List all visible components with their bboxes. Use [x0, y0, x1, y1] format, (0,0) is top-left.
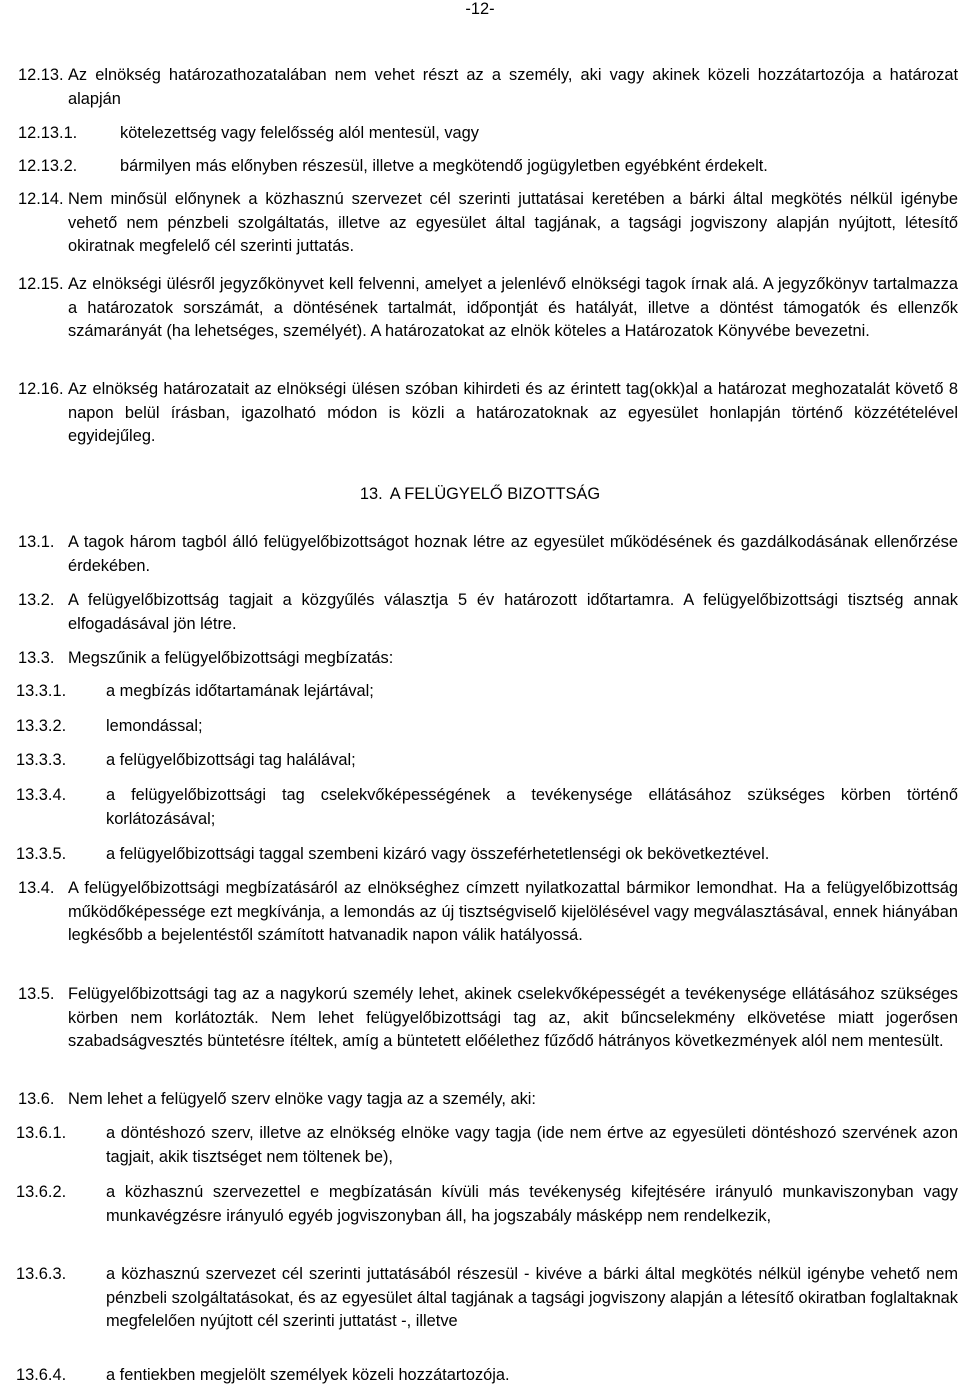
clause-number: 13.3.5. [16, 845, 67, 863]
clause-number: 12.15. [18, 275, 64, 293]
clause-number: 13.3.1. [16, 682, 67, 700]
clause-13-6-3 [16, 1263, 958, 1334]
clause-12-13 [18, 64, 958, 111]
clause-13-3-2 [16, 715, 958, 739]
clause-number: 12.13.1. [18, 124, 78, 142]
clause-text: a felügyelőbizottsági tag cselekvőképességének a tevékenysége ellátásához szükséges körben történő korlátozásával; [106, 786, 958, 828]
clause-text: Felügyelőbizottsági tag az a nagykorú személy lehet, akinek cselekvőképességét a tevékenysége ellátásához szükséges körben nem korlátozták. Nem lehet felügyelőbizottsági tag az, akit bűncselekmény elkövetése miatt jogerősen szabadságvesztés büntetésre ítéltek, amíg a büntetett előélethez fűződő hátrányos következmények alól nem mentesült. [68, 985, 958, 1051]
clause-text: bármilyen más előnyben részesül, illetve a megkötendő jogügyletben egyébként érdekelt. [120, 157, 768, 175]
clause-13-3-4 [16, 784, 958, 831]
section-heading [0, 483, 960, 507]
clause-13-6-1 [16, 1122, 958, 1169]
clause-number: 13.1. [18, 533, 55, 551]
clause-number: 13.3.2. [16, 717, 67, 735]
clause-13-4 [18, 877, 958, 948]
clause-number: 13.6. [18, 1090, 55, 1108]
clause-text: A felügyelőbizottság tagjait a közgyűlés választja 5 év határozott időtartamra. A felügyelőbizottsági tisztség annak elfogadásával jön létre. [68, 591, 958, 633]
clause-number: 13.3. [18, 649, 55, 667]
clause-text: Az elnökségi ülésről jegyzőkönyvet kell felvenni, amelyet a jelenlévő elnökségi tagok írnak alá. A jegyzőkönyv tartalmazza a határozatok sorszámát, a döntésének tartalmát, időpontját és hatályát, illetve a döntést támogatók és ellenzők számarányát (ha lehetséges, személyét). A határozatokat az elnök köteles a Határozatok Könyvébe bevezetni. [68, 275, 958, 341]
clause-number: 13.5. [18, 985, 55, 1003]
clause-number: 13.6.3. [16, 1265, 67, 1283]
clause-13-1 [18, 531, 958, 578]
clause-text: lemondással; [106, 717, 203, 735]
clause-13-6 [18, 1088, 958, 1112]
clause-13-3-1 [16, 680, 958, 704]
clause-text: A felügyelőbizottsági megbízatásáról az elnökséghez címzett nyilatkozattal bármikor lemondhat. Ha a felügyelőbizottság működőképessége ezt megkívánja, a lemondás az új tisztségviselő kijelölésével vagy megválasztásával, ennek hiányában legkésőbb a bejelentéstől számított hatvanadik napon válik hatályossá. [68, 879, 958, 945]
clause-text: Nem minősül előnynek a közhasznú szervezet cél szerinti juttatásai keretében a bárki által megkötés nélkül igénybe vehető nem pénzbeli szolgáltatás, illetve az egyesület által tagjának, a tagsági jogviszony alapján nyújtott, létesítő okiratnak megfelelő cél szerinti juttatás. [68, 190, 958, 256]
clause-number: 13.2. [18, 591, 55, 609]
clause-text: a fentiekben megjelölt személyek közeli hozzátartozója. [106, 1366, 510, 1384]
clause-number: 12.13. [18, 66, 64, 84]
clause-text: A tagok három tagból álló felügyelőbizottságot hoznak létre az egyesület működésének és gazdálkodásának ellenőrzése érdekében. [68, 533, 958, 575]
clause-text: a megbízás időtartamának lejártával; [106, 682, 374, 700]
section-number: 13. [359, 485, 383, 503]
clause-12-13-1 [18, 122, 958, 146]
clause-number: 12.16. [18, 380, 64, 398]
clause-number: 12.14. [18, 190, 64, 208]
clause-text: a felügyelőbizottsági tag halálával; [106, 751, 356, 769]
clause-12-14 [18, 188, 958, 259]
clause-13-2 [18, 589, 958, 636]
clause-text: a döntéshozó szerv, illetve az elnökség elnöke vagy tagja (ide nem értve az egyesületi döntéshozó szervének azon tagjait, akik tisztséget nem töltenek be), [106, 1124, 958, 1166]
clause-12-15 [18, 273, 958, 344]
clause-12-16 [18, 378, 958, 449]
clause-13-3-5 [16, 843, 958, 867]
clause-text: Megszűnik a felügyelőbizottsági megbízatás: [68, 649, 394, 667]
clause-number: 13.6.2. [16, 1183, 67, 1201]
page-number: -12- [465, 0, 495, 18]
clause-text: kötelezettség vagy felelősség alól mentesül, vagy [120, 124, 479, 142]
clause-13-3 [18, 647, 958, 671]
clause-text: a felügyelőbizottsági taggal szembeni kizáró vagy összeférhetetlenségi ok bekövetkeztével. [106, 845, 770, 863]
section-title: A FELÜGYELŐ BIZOTTSÁG [389, 485, 601, 503]
clause-text: Az elnökség határozatait az elnökségi ülésen szóban kihirdeti és az érintett tag(okk)al a határozat meghozatalát követő 8 napon belül írásban, igazolható módon is közli a határozatoknak az egyesület honlapján történő közzétételével egyidejűleg. [68, 380, 958, 446]
clause-13-5 [18, 983, 958, 1054]
clause-text: Nem lehet a felügyelő szerv elnöke vagy tagja az a személy, aki: [68, 1090, 536, 1108]
clause-12-13-2 [18, 155, 958, 179]
clause-13-3-3 [16, 749, 958, 773]
clause-number: 13.4. [18, 879, 55, 897]
clause-text: Az elnökség határozathozatalában nem vehet részt az a személy, aki vagy akinek közeli hozzátartozója a határozat alapján [68, 66, 958, 108]
clause-text: a közhasznú szervezettel e megbízatásán kívüli más tevékenység kifejtésére irányuló munkaviszonyban vagy munkavégzésre irányuló egyéb jogviszonyban áll, ha jogszabály másképp nem rendelkezik, [106, 1183, 958, 1225]
clause-13-6-4 [16, 1364, 958, 1388]
clause-number: 13.3.3. [16, 751, 67, 769]
clause-13-6-2 [16, 1181, 958, 1228]
clause-number: 13.6.4. [16, 1366, 67, 1384]
clause-number: 13.6.1. [16, 1124, 67, 1142]
clause-number: 12.13.2. [18, 157, 78, 175]
clause-number: 13.3.4. [16, 786, 67, 804]
clause-text: a közhasznú szervezet cél szerinti juttatásából részesül - kivéve a bárki által megkötés nélkül igénybe vehető nem pénzbeli szolgáltatásokat, és az egyesület által tagjának a tagsági jogviszony alapján a létesítő okiratban foglaltaknak megfelelően nyújtott cél szerinti juttatást -, illetve [106, 1265, 958, 1331]
